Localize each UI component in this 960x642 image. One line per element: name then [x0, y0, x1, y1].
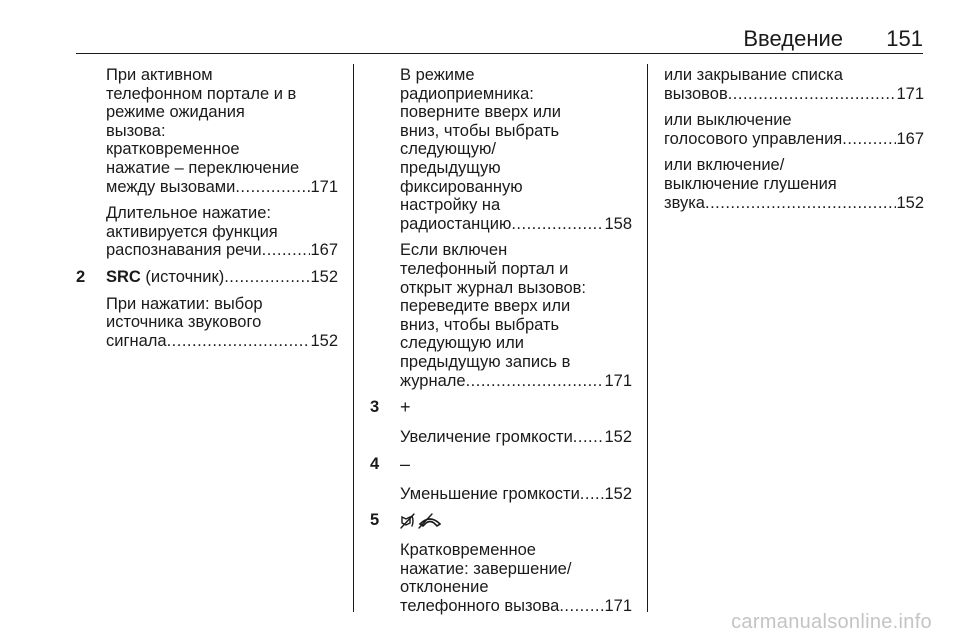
page-ref: 152 — [604, 484, 632, 503]
leader-dots — [511, 215, 604, 234]
leader-dots — [224, 268, 310, 287]
minus-icon: – — [400, 453, 411, 474]
leader-dots — [728, 85, 897, 104]
leader-dots — [705, 194, 896, 213]
paragraph — [400, 428, 632, 447]
text-line: Уменьшение громкости — [400, 484, 580, 503]
toc-leader — [106, 178, 338, 197]
column-1 — [76, 66, 338, 358]
text-line: вызова: — [106, 121, 166, 140]
item-number: 5 — [370, 511, 380, 530]
page-ref: 171 — [604, 371, 632, 390]
text-line: нажатие: завершение/ — [400, 559, 572, 578]
item-4 — [370, 455, 632, 504]
text-line: предыдущую — [400, 158, 501, 177]
text-line: следующую или — [400, 334, 524, 353]
page-ref: 158 — [604, 214, 632, 233]
text-line: радиоприемника: — [400, 84, 534, 103]
toc-leader — [106, 332, 338, 351]
paragraph — [106, 268, 338, 287]
leader-dots — [573, 428, 605, 447]
column-divider — [647, 64, 648, 612]
leader-dots — [466, 372, 605, 391]
page-ref: 171 — [310, 177, 338, 196]
paragraph — [664, 111, 924, 148]
text-line: При нажатии: выбор — [106, 294, 263, 313]
column-divider — [353, 64, 354, 612]
item-number: 3 — [370, 398, 380, 417]
toc-leader — [106, 241, 338, 260]
item-1-continued — [370, 66, 632, 390]
page-title: Введение — [743, 26, 843, 51]
text-line: вниз, чтобы выбрать — [400, 315, 560, 334]
text-line: или выключение — [664, 111, 792, 130]
item-5 — [370, 511, 632, 615]
text-line: настройку на — [400, 196, 501, 215]
page-number: 151 — [886, 26, 923, 51]
paragraph — [106, 295, 338, 351]
text-line: выключение глушения — [664, 174, 837, 193]
leader-dots — [235, 178, 310, 197]
text-line: между вызовами — [106, 177, 236, 196]
leader-dots — [559, 597, 604, 616]
text-line: кратковременное — [106, 140, 240, 159]
text-line: Если включен — [400, 241, 508, 260]
text-line: вызовов — [664, 84, 728, 103]
page-ref: 167 — [310, 241, 338, 260]
text-line: звука — [664, 193, 705, 212]
leader-dots — [167, 332, 311, 351]
text-line: предыдущую запись в — [400, 352, 571, 371]
toc-leader — [400, 372, 632, 391]
text-line: активируется функция — [106, 222, 278, 241]
item-number: 4 — [370, 454, 380, 473]
page-ref: 171 — [604, 597, 632, 616]
item-1-continued — [76, 66, 338, 260]
page-ref: 152 — [310, 267, 338, 286]
text-line: телефонный портал и — [400, 259, 569, 278]
paragraph — [400, 241, 632, 390]
toc-leader — [664, 85, 924, 104]
toc-leader — [664, 130, 924, 149]
text-line: переведите вверх или — [400, 297, 571, 316]
text-line: телефонного вызова — [400, 597, 560, 616]
text-line: поверните вверх или — [400, 103, 561, 122]
leader-dots — [842, 130, 896, 149]
paragraph — [664, 66, 924, 103]
text-line: В режиме — [400, 66, 475, 84]
text-line: режиме ожидания — [106, 103, 245, 122]
text-line: следующую/ — [400, 140, 496, 159]
toc-leader — [400, 215, 632, 234]
text-line: распознавания речи — [106, 241, 262, 260]
text-line: или включение/ — [664, 156, 785, 175]
text-line: Кратковременное — [400, 541, 536, 560]
text-line: источника звукового — [106, 313, 262, 332]
item-3 — [370, 398, 632, 447]
page-ref: 152 — [310, 331, 338, 350]
page-ref: 152 — [896, 193, 924, 212]
plus-icon: + — [400, 397, 411, 418]
toc-leader — [664, 194, 924, 213]
page-header — [76, 24, 923, 54]
text-line: журнале — [400, 371, 466, 390]
paragraph — [400, 66, 632, 233]
paragraph — [664, 156, 924, 212]
text-line: фиксированную — [400, 177, 523, 196]
page-ref: 167 — [896, 129, 924, 148]
mute-end-call-icon — [400, 511, 632, 531]
toc-leader — [400, 485, 632, 504]
paragraph — [400, 541, 632, 615]
text-line: голосового управления — [664, 129, 843, 148]
text-line: отклонение — [400, 578, 489, 597]
text-line: Длительное нажатие: — [106, 204, 271, 223]
item-number: 2 — [76, 267, 86, 286]
page-ref: 171 — [896, 84, 924, 103]
column-3 — [664, 66, 924, 220]
src-label: SRC — [106, 267, 141, 286]
toc-leader — [106, 268, 338, 287]
toc-leader — [400, 428, 632, 447]
text-line: открыт журнал вызовов: — [400, 278, 587, 297]
text-line: вниз, чтобы выбрать — [400, 121, 560, 140]
text-line: (источник) — [140, 267, 225, 286]
text-line: нажатие – переключение — [106, 158, 300, 177]
toc-leader — [400, 597, 632, 616]
item-2 — [76, 268, 338, 350]
text-line: При активном — [106, 66, 213, 84]
leader-dots — [262, 241, 311, 260]
paragraph — [106, 204, 338, 260]
text-line: или закрывание списка — [664, 66, 843, 84]
paragraph — [400, 485, 632, 504]
page-ref: 152 — [604, 428, 632, 447]
column-2 — [370, 66, 632, 624]
text-line: Увеличение громкости — [400, 428, 573, 447]
text-line: радиостанцию — [400, 214, 512, 233]
watermark: carmanualsonline.info — [731, 611, 932, 633]
paragraph — [106, 66, 338, 196]
leader-dots — [580, 485, 605, 504]
text-line: телефонном портале и в — [106, 84, 297, 103]
text-line: сигнала — [106, 331, 167, 350]
